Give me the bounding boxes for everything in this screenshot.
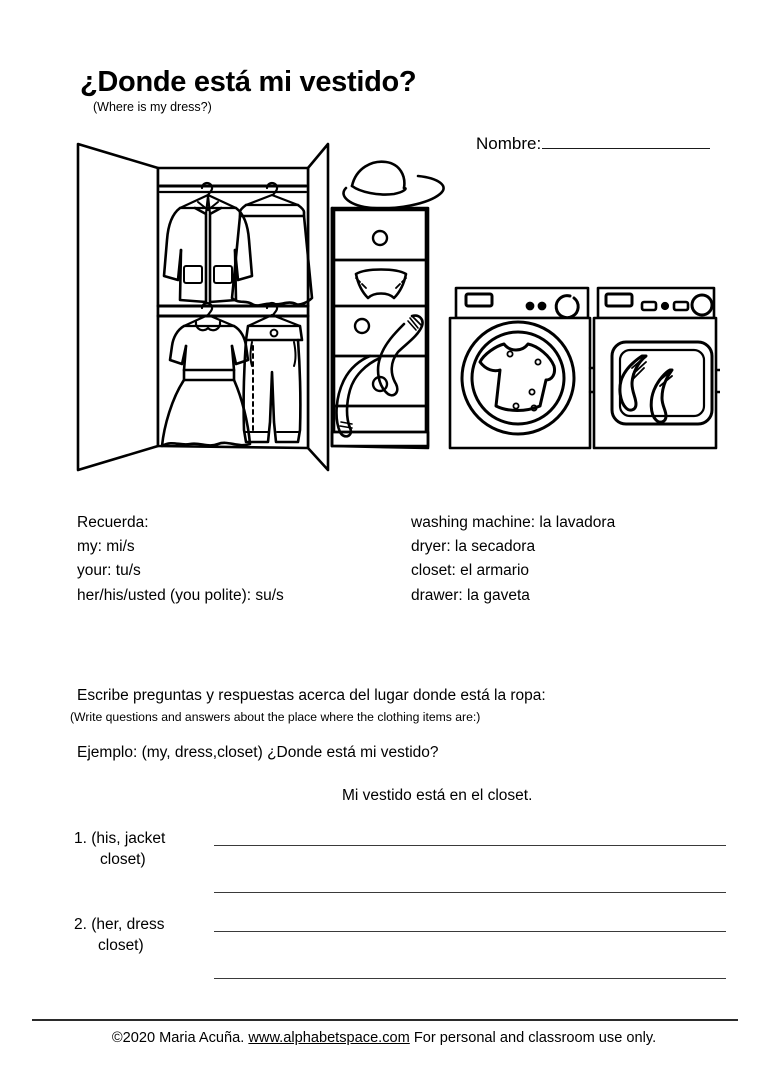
exercise-number: 1. <box>74 830 87 847</box>
footer-divider <box>32 1019 738 1021</box>
vocab-item: drawer: la gaveta <box>411 586 530 604</box>
vocab-item: washing machine: la lavadora <box>411 514 616 531</box>
vocab-item: Recuerda: <box>77 514 149 531</box>
hat <box>344 162 444 209</box>
answer-line[interactable] <box>214 978 726 979</box>
answer-line[interactable] <box>214 845 726 846</box>
example-question: Ejemplo: (my, dress,closet) ¿Donde está mi vestido? <box>77 744 439 761</box>
instructions-spanish: Escribe preguntas y respuestas acerca del lugar donde está la ropa: <box>77 687 546 704</box>
dryer <box>594 288 720 448</box>
page-subtitle: (Where is my dress?) <box>93 100 212 114</box>
page-title: ¿Donde está mi vestido? <box>80 66 417 98</box>
footer-website-link[interactable]: www.alphabetspace.com <box>248 1030 410 1046</box>
exercise-prompt <box>74 828 224 870</box>
exercise-prompt-line2: closet) <box>98 937 144 954</box>
instructions-english: (Write questions and answers about the place where the clothing items are:) <box>70 710 481 724</box>
closet-door-right <box>308 144 328 470</box>
exercise-prompt-line1: (his, jacket <box>91 830 166 847</box>
footer-rights: For personal and classroom use only. <box>409 1030 657 1046</box>
name-label: Nombre: <box>476 134 542 153</box>
vocabulary-right-column <box>411 511 615 608</box>
footer-copyright: ©2020 Maria Acuña. <box>111 1030 249 1046</box>
exercise-prompt <box>74 914 224 956</box>
exercise-number: 2. <box>74 916 87 933</box>
closet-door-left <box>78 144 158 470</box>
vocab-item: her/his/usted (you polite): su/s <box>77 586 284 604</box>
vocab-item: closet: el armario <box>411 562 530 580</box>
vocabulary-left-column <box>77 511 284 608</box>
vocab-item: your: tu/s <box>77 562 141 580</box>
answer-line[interactable] <box>214 931 726 932</box>
vocab-item: dryer: la secadora <box>411 538 536 556</box>
closet-body <box>158 168 308 448</box>
exercise-prompt-line2: closet) <box>100 851 146 868</box>
footer <box>0 1030 768 1046</box>
exercise-prompt-line1: (her, dress <box>91 916 165 933</box>
answer-line[interactable] <box>214 892 726 893</box>
washing-machine <box>450 288 600 448</box>
example-answer: Mi vestido está en el closet. <box>342 787 533 804</box>
vocab-item: my: mi/s <box>77 538 135 556</box>
laundry-closet-illustration <box>60 130 720 478</box>
